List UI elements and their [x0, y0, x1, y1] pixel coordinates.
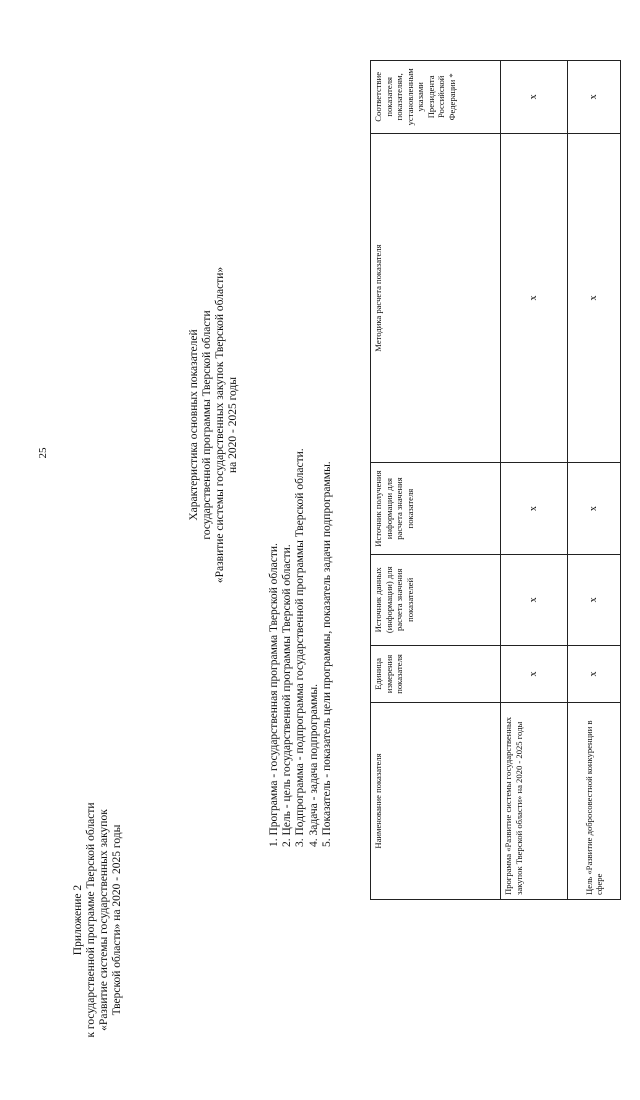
column-header-unit: Единица измерения показателя	[371, 645, 501, 702]
indicator-unit: х	[501, 645, 568, 702]
indicator-data-source: х	[501, 554, 568, 645]
indicator-name: Программа «Развитие системы государственных закупок Тверской области» на 2020 - 2025 годы	[501, 702, 568, 899]
indicator-compliance: х	[568, 61, 621, 134]
indicator-compliance: х	[501, 61, 568, 134]
indicators-table	[370, 60, 621, 900]
title-line: на 2020 - 2025 годы	[227, 377, 239, 474]
appendix-line: Тверской области» на 2020 - 2025 годы	[111, 824, 123, 1016]
legend-item: 3. Подпрограмма - подпрограмма государственной программы Тверской области.	[294, 448, 307, 847]
column-header-info-source: Источник получения информации для расчета значения показателя	[371, 463, 501, 554]
indicator-method: х	[568, 133, 621, 463]
indicator-method: х	[501, 133, 568, 463]
indicator-name: Цель «Развитие добросовестной конкуренции в сфере	[568, 702, 621, 899]
indicator-data-source: х	[568, 554, 621, 645]
table-row	[568, 61, 621, 900]
legend-item: 1. Программа - государственная программа Тверской области.	[268, 543, 280, 847]
appendix-line: «Развитие системы государственных закупок	[98, 809, 110, 1031]
table-header-row	[371, 61, 501, 900]
legend-item: 2. Цель - цель государственной программы Тверской области.	[281, 544, 294, 847]
column-header-method: Методика расчета показателя	[371, 133, 501, 463]
legend-item: 4. Задача - задача подпрограммы.	[307, 683, 320, 847]
column-header-compliance: Соответствие показателя показателям, установленным указами Президента Российской Федерации *	[371, 61, 501, 134]
legend-item: 5. Показатель - показатель цели программы, показатель задачи подпрограммы.	[320, 461, 333, 847]
indicator-info-source: х	[568, 463, 621, 554]
document-title	[188, 215, 240, 635]
appendix-line: к государственной программе Тверской области	[85, 802, 97, 1038]
title-line: «Развитие системы государственных закупок Тверской области»	[214, 266, 226, 584]
table-row	[501, 61, 568, 900]
column-header-name: Наименование показателя	[371, 702, 501, 899]
title-line: Характеристика основных показателей	[188, 329, 200, 521]
indicator-info-source: х	[501, 463, 568, 554]
page-number: 25	[37, 447, 49, 459]
appendix-heading	[72, 740, 124, 1100]
title-line: государственной программы Тверской области	[201, 310, 213, 540]
appendix-line: Приложение 2	[72, 884, 84, 956]
abbreviation-legend	[268, 247, 334, 847]
indicator-unit: х	[568, 645, 621, 702]
column-header-data-source: Источник данных (информации) для расчета значения показателей	[371, 554, 501, 645]
